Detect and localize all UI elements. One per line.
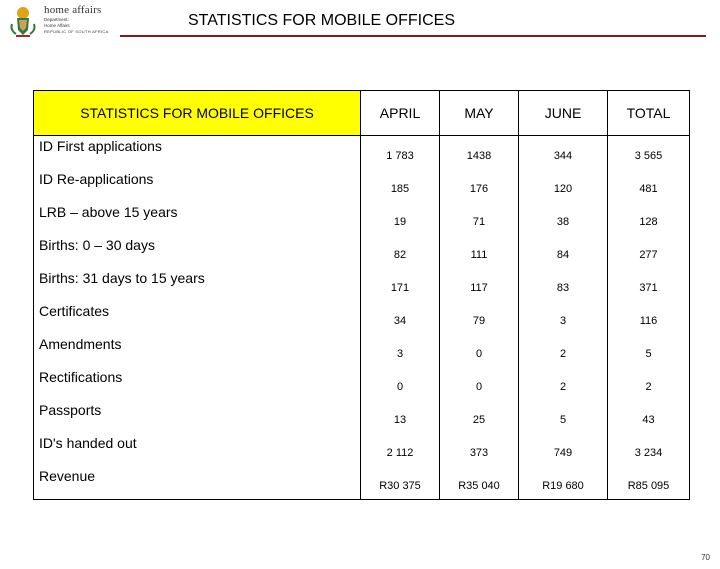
cell-may: 79 <box>440 301 519 334</box>
republic-text: REPUBLIC OF SOUTH AFRICA <box>44 29 109 34</box>
page-title: STATISTICS FOR MOBILE OFFICES <box>188 12 455 29</box>
cell-april: 1 783 <box>361 136 440 170</box>
cell-april: 19 <box>361 202 440 235</box>
cell-june: 2 <box>519 367 608 400</box>
row-label: ID Re-applications <box>34 169 361 202</box>
cell-june: 83 <box>519 268 608 301</box>
column-header-may: MAY <box>440 91 519 136</box>
cell-june: 38 <box>519 202 608 235</box>
cell-total: 43 <box>608 400 690 433</box>
cell-may: 25 <box>440 400 519 433</box>
cell-total: 116 <box>608 301 690 334</box>
home-affairs-logo <box>8 4 118 44</box>
cell-total: 128 <box>608 202 690 235</box>
coat-of-arms-icon <box>8 4 38 38</box>
column-header-june: JUNE <box>519 91 608 136</box>
row-label: ID's handed out <box>34 433 361 466</box>
cell-june: 749 <box>519 433 608 466</box>
table-body <box>34 136 690 500</box>
cell-april: 185 <box>361 169 440 202</box>
cell-april: 0 <box>361 367 440 400</box>
cell-may: 1438 <box>440 136 519 170</box>
cell-total: 371 <box>608 268 690 301</box>
cell-june: 84 <box>519 235 608 268</box>
cell-total: R85 095 <box>608 466 690 500</box>
statistics-table <box>33 90 690 500</box>
department-text <box>44 17 70 28</box>
cell-june: 120 <box>519 169 608 202</box>
cell-may: 71 <box>440 202 519 235</box>
title-divider <box>120 35 706 37</box>
table-row <box>34 466 690 500</box>
cell-may: R35 040 <box>440 466 519 500</box>
cell-april: 34 <box>361 301 440 334</box>
table-row <box>34 136 690 170</box>
column-header-total: TOTAL <box>608 91 690 136</box>
cell-june: 5 <box>519 400 608 433</box>
cell-total: 481 <box>608 169 690 202</box>
column-header-april: APRIL <box>361 91 440 136</box>
table-header-label: STATISTICS FOR MOBILE OFFICES <box>34 91 361 136</box>
cell-april: R30 375 <box>361 466 440 500</box>
row-label: Rectifications <box>34 367 361 400</box>
cell-june: 344 <box>519 136 608 170</box>
row-label: ID First applications <box>34 136 361 170</box>
table-row <box>34 433 690 466</box>
cell-total: 2 <box>608 367 690 400</box>
cell-total: 3 234 <box>608 433 690 466</box>
cell-june: R19 680 <box>519 466 608 500</box>
row-label: Certificates <box>34 301 361 334</box>
page-number: 70 <box>701 553 710 562</box>
cell-may: 0 <box>440 334 519 367</box>
table-row <box>34 235 690 268</box>
table-row <box>34 169 690 202</box>
cell-april: 171 <box>361 268 440 301</box>
row-label: Births: 0 – 30 days <box>34 235 361 268</box>
cell-total: 5 <box>608 334 690 367</box>
cell-may: 117 <box>440 268 519 301</box>
row-label: LRB – above 15 years <box>34 202 361 235</box>
department-line: Department: <box>44 17 69 22</box>
table-row <box>34 367 690 400</box>
cell-april: 13 <box>361 400 440 433</box>
cell-may: 373 <box>440 433 519 466</box>
table-row <box>34 334 690 367</box>
cell-june: 2 <box>519 334 608 367</box>
cell-april: 2 112 <box>361 433 440 466</box>
row-label: Amendments <box>34 334 361 367</box>
table-row <box>34 301 690 334</box>
department-line: Home Affairs <box>44 22 70 28</box>
table-row <box>34 202 690 235</box>
cell-may: 176 <box>440 169 519 202</box>
cell-june: 3 <box>519 301 608 334</box>
table-row <box>34 268 690 301</box>
cell-may: 111 <box>440 235 519 268</box>
cell-april: 3 <box>361 334 440 367</box>
row-label: Births: 31 days to 15 years <box>34 268 361 301</box>
row-label: Passports <box>34 400 361 433</box>
table-header-row <box>34 91 690 136</box>
cell-may: 0 <box>440 367 519 400</box>
table-row <box>34 400 690 433</box>
cell-total: 277 <box>608 235 690 268</box>
cell-april: 82 <box>361 235 440 268</box>
brand-name: home affairs <box>44 4 102 16</box>
row-label: Revenue <box>34 466 361 500</box>
cell-total: 3 565 <box>608 136 690 170</box>
